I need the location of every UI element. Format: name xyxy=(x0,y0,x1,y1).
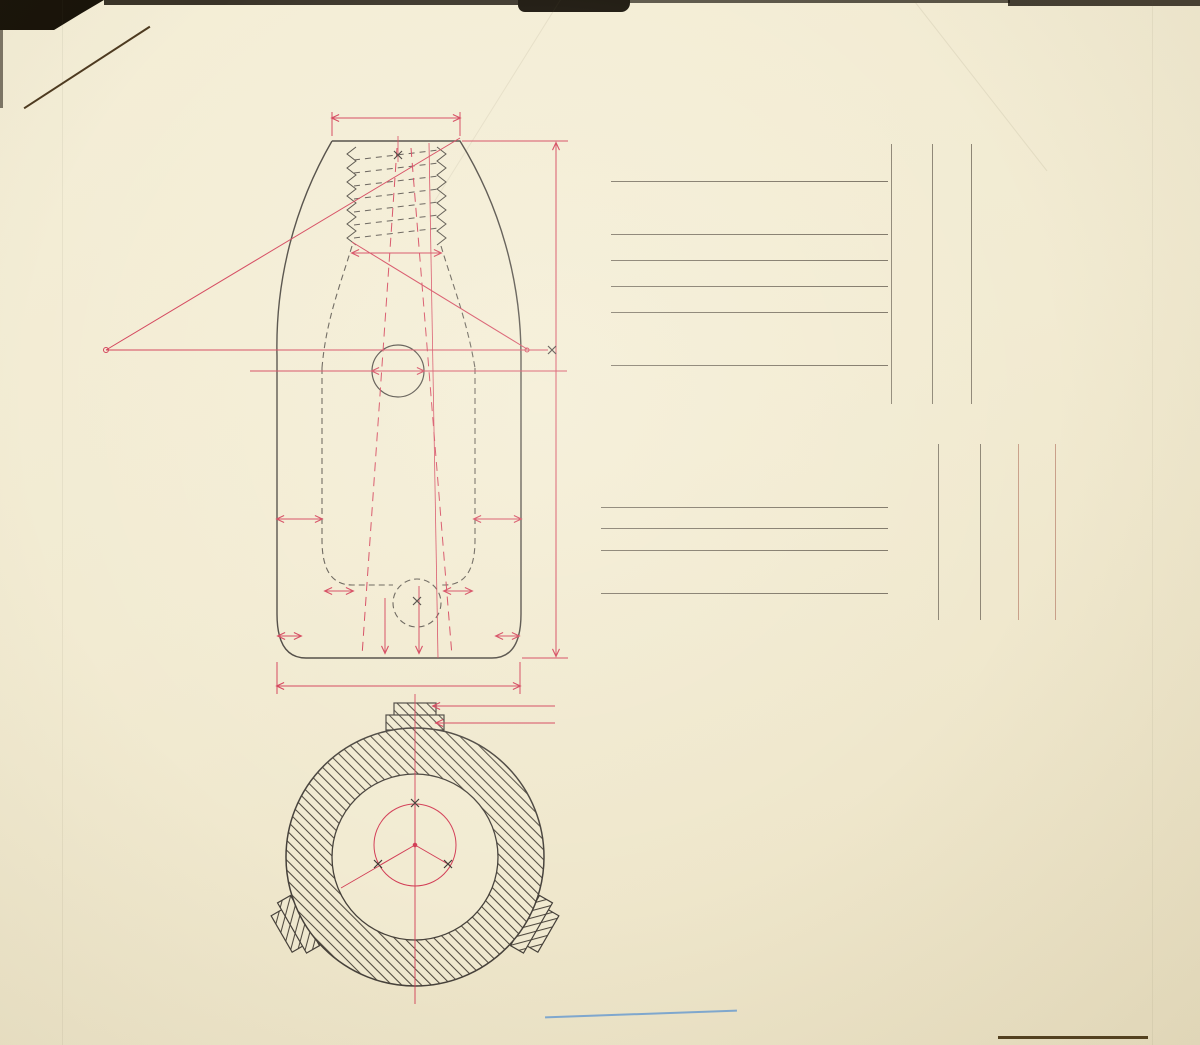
scan-artifact xyxy=(628,0,1010,3)
table-rule xyxy=(1055,444,1056,620)
leader-line xyxy=(611,168,888,182)
stud-top xyxy=(386,703,444,730)
leader-line xyxy=(601,539,888,551)
stud-lower-right xyxy=(510,895,562,959)
registry-underline xyxy=(545,1010,737,1019)
table-row xyxy=(608,299,972,325)
table-row xyxy=(608,378,972,404)
thread-left-edge xyxy=(347,147,356,245)
table-row xyxy=(598,474,1056,496)
table-row xyxy=(608,194,972,220)
copy-stamp xyxy=(0,0,231,181)
leader-line xyxy=(611,273,888,287)
konstruktioner-table xyxy=(608,168,972,405)
leader-line xyxy=(611,352,888,366)
section-red-lines xyxy=(341,694,555,1004)
thread-hatch xyxy=(354,150,439,238)
leader-line xyxy=(611,299,888,313)
knob-circle xyxy=(372,345,424,397)
scan-artifact xyxy=(1008,0,1200,6)
stud-lower-left xyxy=(267,895,319,959)
table-rule xyxy=(980,444,981,620)
sheet-number-underline xyxy=(998,1036,1148,1039)
table-rule xyxy=(938,444,939,620)
table-row xyxy=(598,517,1056,539)
table-row xyxy=(598,582,1056,604)
table-row xyxy=(608,168,972,194)
x-marks xyxy=(374,151,556,868)
table-rule xyxy=(1018,444,1019,620)
toleranser-table xyxy=(598,474,1056,625)
leader-line xyxy=(601,582,888,594)
table-row xyxy=(598,496,1056,518)
section-inner-circle xyxy=(332,774,498,940)
shell-side-view xyxy=(277,141,521,658)
table-row xyxy=(608,221,972,247)
table-rule xyxy=(971,144,972,404)
leader-line xyxy=(601,496,888,508)
paper-fold xyxy=(1152,0,1153,1045)
table-row xyxy=(608,352,972,378)
thread-right-edge xyxy=(437,147,446,245)
paper-crease xyxy=(434,0,567,203)
table-row xyxy=(608,326,972,352)
table-rule xyxy=(932,144,933,404)
stamp-rule xyxy=(24,26,151,109)
table-row xyxy=(608,247,972,273)
table-row xyxy=(608,273,972,299)
scan-artifact xyxy=(518,0,630,12)
leader-line xyxy=(611,221,888,235)
table-rule xyxy=(891,144,892,404)
leader-line xyxy=(611,247,888,261)
section-outer-circle xyxy=(286,728,544,986)
table-row xyxy=(598,603,1056,625)
paper-crease xyxy=(905,0,1047,171)
cross-section-view xyxy=(267,703,563,986)
shell-outline xyxy=(277,141,521,658)
leader-line xyxy=(601,517,888,529)
dimension-lines xyxy=(104,112,569,694)
shell-cavity-dashed xyxy=(322,246,475,627)
table-row xyxy=(598,560,1056,582)
table-row xyxy=(598,539,1056,561)
